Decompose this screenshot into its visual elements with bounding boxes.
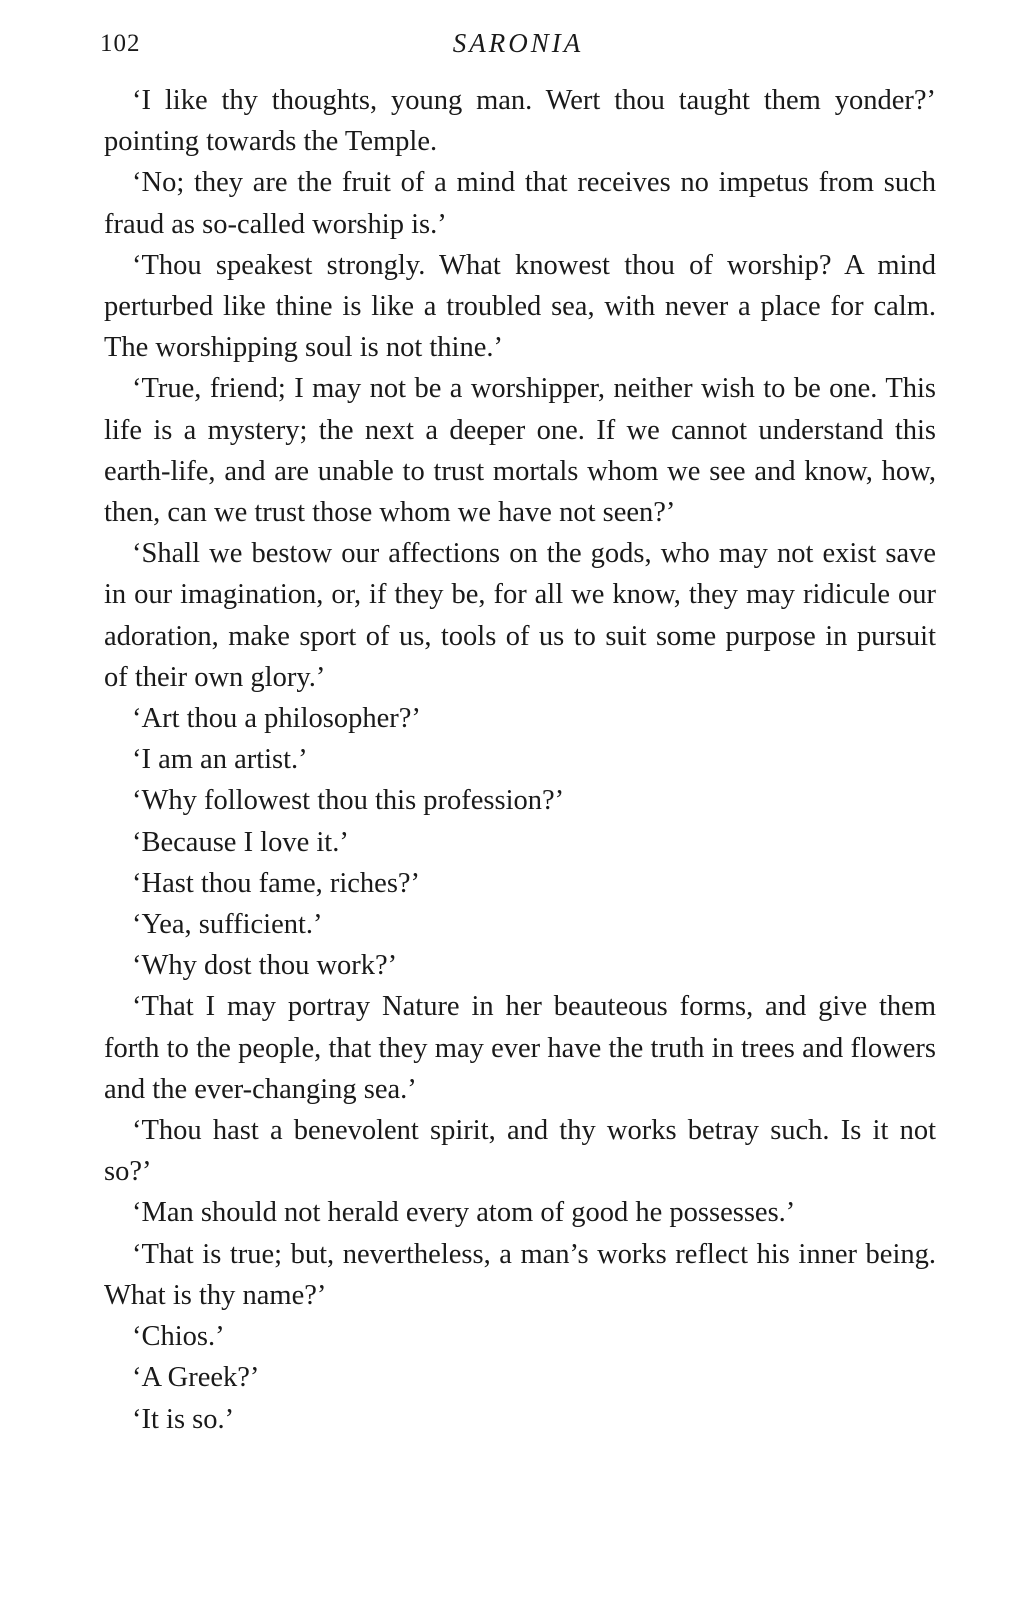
paragraph: ‘Shall we bestow our affections on the gods, who may not exist save in our imagination, or, if they be, for all we know, they may ridicule our adoration, make sport of us, tools of us to suit some purpose in pursuit of their own glory.’ [104, 538, 936, 693]
paragraph: ‘That is true; but, nevertheless, a man’s works reflect his inner being. What is thy name?’ [104, 1238, 936, 1311]
paragraph: ‘Art thou a philosopher?’ [132, 703, 421, 735]
paragraph: ‘Thou hast a benevolent spirit, and thy works betray such. Is it not so?’ [104, 1115, 936, 1188]
paragraph: ‘Man should not herald every atom of good he possesses.’ [132, 1197, 796, 1229]
paragraph: ‘I am an artist.’ [132, 744, 308, 776]
page-number: 102 [100, 30, 141, 57]
paragraph: ‘Because I love it.’ [132, 826, 349, 858]
paragraph: ‘Yea, sufficient.’ [132, 909, 323, 941]
paragraph: ‘Hast thou fame, riches?’ [132, 867, 421, 899]
paragraph: ‘No; they are the fruit of a mind that receives no impetus from such fraud as so-called worship is.’ [104, 167, 936, 240]
running-head [100, 20, 936, 64]
running-title: SARONIA [452, 28, 584, 58]
paragraph: ‘I like thy thoughts, young man. Wert thou taught them yonder?’ pointing towards the Temple. [104, 85, 936, 158]
paragraph: ‘A Greek?’ [132, 1362, 260, 1394]
body-text [104, 80, 936, 1440]
paragraph: ‘That I may portray Nature in her beauteous forms, and give them forth to the people, that they may ever have the truth in trees and flowers and the ever-changing sea.’ [104, 991, 936, 1105]
paragraph: ‘Why followest thou this profession?’ [132, 785, 565, 817]
paragraph: ‘True, friend; I may not be a worshipper, neither wish to be one. This life is a mystery; the next a deeper one. If we cannot understand this earth-life, and are unable to trust mortals whom we see and know, how, then, can we trust those whom we have not seen?’ [104, 373, 936, 529]
paragraph: ‘It is so.’ [132, 1403, 235, 1435]
paragraph: ‘Chios.’ [132, 1321, 225, 1353]
paragraph: ‘Thou speakest strongly. What knowest thou of worship? A mind perturbed like thine is like a troubled sea, with never a place for calm. The worshipping soul is not thine.’ [104, 249, 936, 364]
paragraph: ‘Why dost thou work?’ [132, 950, 398, 982]
